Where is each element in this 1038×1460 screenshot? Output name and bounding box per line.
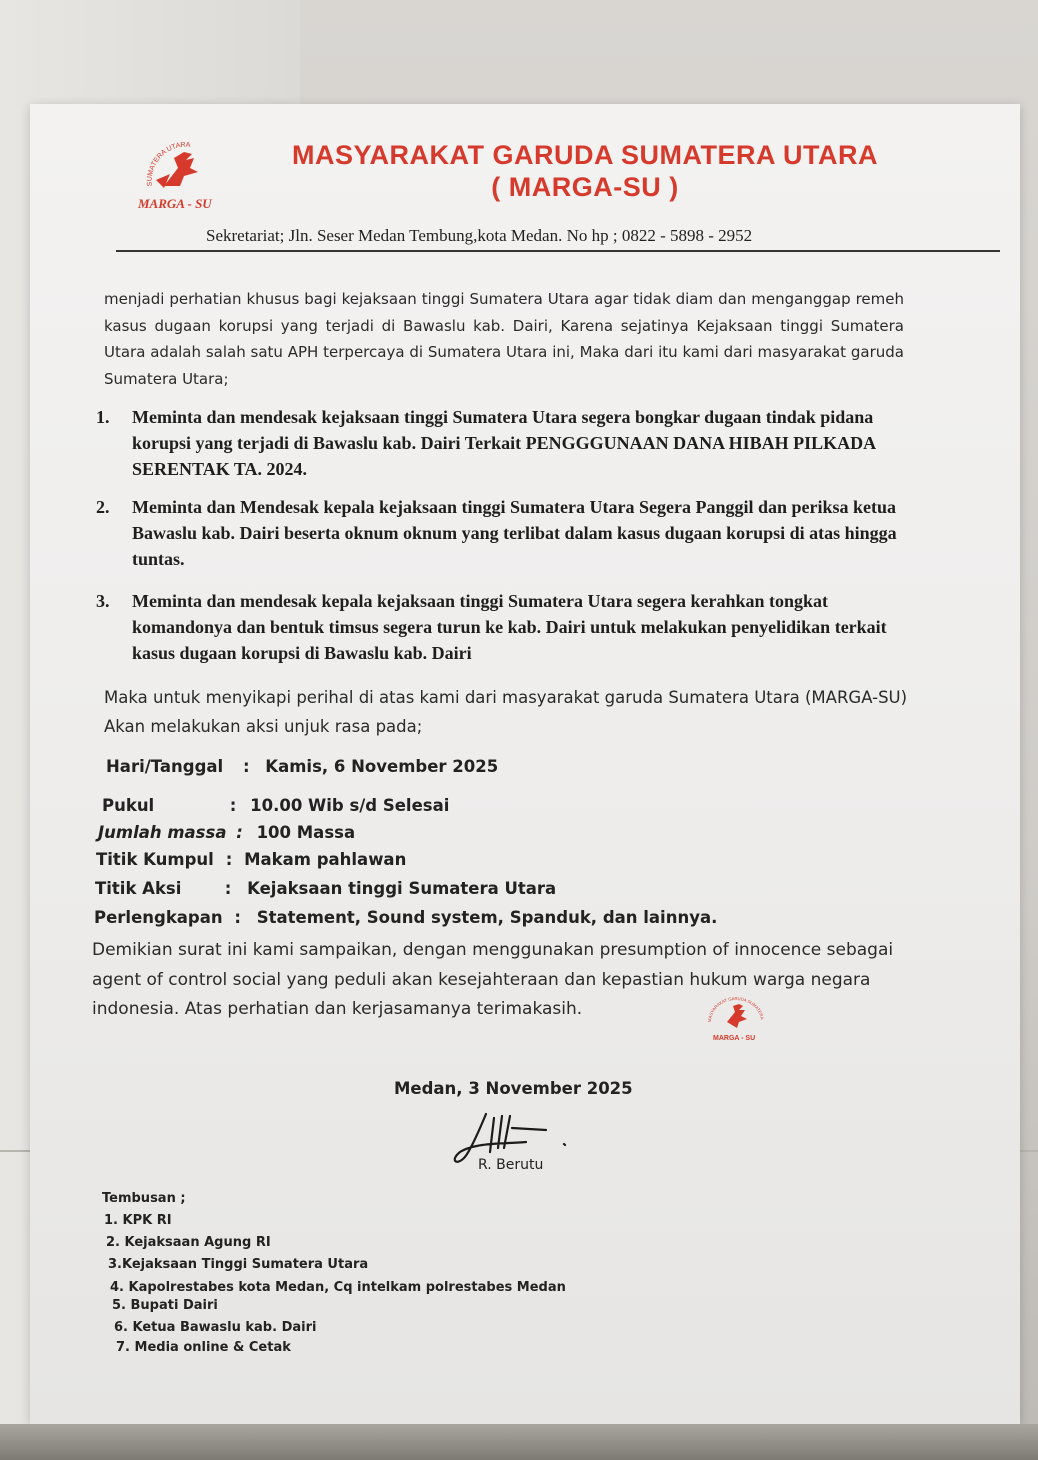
detail-label: Hari/Tanggal	[106, 757, 224, 776]
svg-text:MARGA - SU: MARGA - SU	[138, 196, 212, 211]
copy-recipient: 4. Kapolrestabes kota Medan, Cq intelkam polrestabes Medan	[110, 1280, 566, 1295]
place-and-date: Medan, 3 November 2025	[394, 1079, 633, 1098]
org-name: MASYARAKAT GARUDA SUMATERA UTARA	[292, 140, 878, 170]
table-surface	[0, 1424, 1038, 1460]
demand-text: Meminta dan mendesak kepala kejaksaan tinggi Sumatera Utara segera kerahkan tongkat komandonya dan bentuk timsus segera turun ke kab. Dairi untuk melakukan penyelidikan terkait kasus dugaan korupsi di Bawaslu kab. Dairi	[132, 591, 887, 663]
copy-recipients-title: Tembusan ;	[102, 1191, 186, 1206]
copy-recipient: 5. Bupati Dairi	[112, 1298, 218, 1313]
copy-recipient: 7. Media online & Cetak	[116, 1340, 291, 1355]
org-acronym: ( MARGA-SU )	[491, 172, 679, 202]
detail-row: Hari/Tanggal : Kamis, 6 November 2025	[106, 757, 499, 776]
detail-row: Perlengkapan : Statement, Sound system, Spanduk, dan lainnya.	[94, 908, 718, 927]
demand-text: Meminta dan mendesak kejaksaan tinggi Sumatera Utara segera bongkar dugaan tindak pidana korupsi yang terjadi di Bawaslu kab. Dairi Terkait PENGGGUNAAN DANA HIBAH PILKADA SERENTAK TA. 2024.	[132, 407, 876, 479]
detail-label: Titik Aksi	[95, 879, 182, 898]
copy-recipient: 2. Kejaksaan Agung RI	[106, 1235, 271, 1250]
detail-label: Perlengkapan	[94, 908, 223, 927]
signer-name: R. Berutu	[478, 1157, 544, 1173]
copy-recipient: 1. KPK RI	[104, 1213, 172, 1228]
svg-text:SUMATERA UTARA: SUMATERA UTARA	[146, 141, 191, 187]
intro-paragraph: menjadi perhatian khusus bagi kejaksaan tinggi Sumatera Utara agar tidak diam dan menganggap remeh kasus dugaan korupsi yang terjadi di Bawaslu kab. Dairi, Karena sejatinya Kejaksaan tinggi Sumatera Utara adalah salah satu APH terpercaya di Sumatera Utara ini, Maka dari itu kami dari masyarakat garuda Sumatera Utara;	[104, 290, 904, 388]
action-intro: Maka untuk menyikapi perihal di atas kami dari masyarakat garuda Sumatera Utara (MARGA-SU)	[104, 688, 908, 707]
demand-text: Meminta dan Mendesak kepala kejaksaan tinggi Sumatera Utara Segera Panggil dan periksa ketua Bawaslu kab. Dairi beserta oknum oknum yang terlibat dalam kasus dugaan korupsi di atas hingga tuntas.	[132, 497, 897, 569]
demand-item: 3. Meminta dan mendesak kepala kejaksaan tinggi Sumatera Utara segera kerahkan tongkat komandonya dan bentuk timsus segera turun ke kab. Dairi untuk melakukan penyelidikan terkait kasus dugaan korupsi di Bawaslu kab. Dairi	[96, 588, 916, 666]
detail-value: Kejaksaan tinggi Sumatera Utara	[247, 879, 557, 898]
detail-value: Kamis, 6 November 2025	[265, 757, 499, 776]
detail-row: Jumlah massa : 100 Massa	[98, 823, 356, 842]
detail-row: Titik Aksi : Kejaksaan tinggi Sumatera Utara	[95, 879, 557, 898]
closing-paragraph: Demikian surat ini kami sampaikan, dengan menggunakan presumption of innocence sebagai agent of control social yang peduli akan kesejahteraan dan kepastian hukum warga negara indonesia. Atas perhatian dan kerjasamanya terimakasih.	[92, 940, 894, 1019]
detail-row: Pukul : 10.00 Wib s/d Selesai	[102, 796, 450, 815]
svg-text:MASYARAKAT GARUDA SUMATERA UTA: MASYARAKAT GARUDA SUMATERA	[706, 995, 765, 1023]
detail-row: Titik Kumpul : Makam pahlawan	[96, 850, 407, 869]
secretariat-address: Sekretariat; Jln. Seser Medan Tembung,kota Medan. No hp ; 0822 - 5898 - 2952	[206, 226, 753, 245]
marga-su-logo	[134, 128, 230, 214]
copy-recipient: 6. Ketua Bawaslu kab. Dairi	[114, 1320, 317, 1335]
demand-item: 1. Meminta dan mendesak kejaksaan tinggi Sumatera Utara segera bongkar dugaan tindak pidana korupsi yang terjadi di Bawaslu kab. Dairi Terkait PENGGGUNAAN DANA HIBAH PILKADA SERENTAK TA. 2024.	[96, 404, 916, 482]
detail-label: Titik Kumpul	[96, 850, 214, 869]
copy-recipient: 3.Kejaksaan Tinggi Sumatera Utara	[108, 1257, 369, 1272]
detail-value: Makam pahlawan	[244, 850, 407, 869]
detail-value: Statement, Sound system, Spanduk, dan lainnya.	[256, 908, 718, 927]
svg-text:MARGA - SU: MARGA - SU	[713, 1035, 756, 1042]
detail-label: Jumlah massa	[98, 823, 227, 842]
organization-stamp	[703, 992, 769, 1044]
header-divider	[116, 250, 1000, 252]
detail-value: 10.00 Wib s/d Selesai	[250, 796, 450, 815]
detail-value: 100 Massa	[256, 823, 356, 842]
action-intro-2: Akan melakukan aksi unjuk rasa pada;	[104, 717, 423, 736]
demand-item: 2. Meminta dan Mendesak kepala kejaksaan tinggi Sumatera Utara Segera Panggil dan periksa ketua Bawaslu kab. Dairi beserta oknum oknum yang terlibat dalam kasus dugaan korupsi di atas hingga tuntas.	[96, 494, 916, 572]
detail-label: Pukul	[102, 796, 155, 815]
